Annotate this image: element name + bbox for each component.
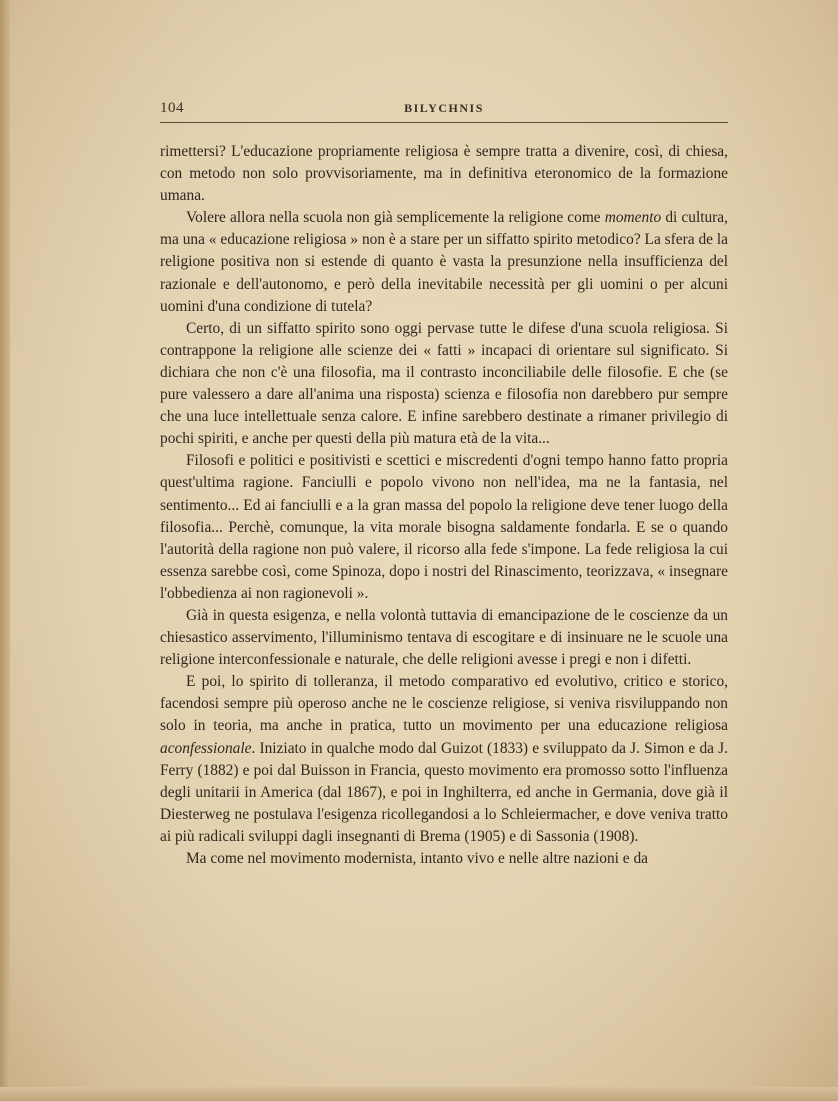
italic-term: aconfessionale (160, 739, 252, 757)
page-header (160, 100, 728, 122)
text-run: di cultura, ma una « educazione religiosa » non è a stare per un siffatto spirito metodico? La sfera de la religione positiva non si estende di quanto è vasta la presunzione nella insufficienza del razionale e dell'autonomo, e però della inevitabile necessità per gli uomini o per alcuni uomini d'una condizione di tutela? (160, 209, 728, 315)
page-edge-left (0, 0, 10, 1101)
text-run: Volere allora nella scuola non già semplicemente la religione come (186, 209, 605, 227)
header-rule (160, 122, 728, 123)
text-run: . Iniziato in qualche modo dal Guizot (1833) e sviluppato da J. Simon e da J. Ferry (1882) e poi dal Buisson in Francia, questo movimento era promosso sotto l'influenza degli unitarii in America (dal 1867), e poi in Inghilterra, ed anche in Germania, dove già il Diesterweg ne postulava l'esigenza ricollegandosi a lo Schleiermacher, e dove veniva tratto ai più radicali sviluppi dagli insegnanti di Brema (1905) e di Sassonia (1908). (160, 739, 728, 845)
paragraph (160, 450, 728, 605)
text-run: E poi, lo spirito di tolleranza, il metodo comparativo ed evolutivo, critico e storico, facendosi sempre più operoso anche ne le coscienze religiose, si veniva risviluppando non solo in teoria, ma anche in pratica, tutto un movimento per una educazione religiosa (160, 673, 728, 735)
page-edge-bottom (0, 1087, 838, 1101)
paragraph (160, 848, 728, 870)
text-run: Già in questa esigenza, e nella volontà tuttavia di emancipazione de le coscienze da un chiesastico asservimento, l'illuminismo tentava di escogitare e di insinuare ne le scuole una religione interconfessionale e naturale, che delle religioni avesse i pregi e non i difetti. (160, 606, 728, 669)
running-head: BILYCHNIS (404, 101, 484, 115)
italic-term: momento (604, 209, 662, 227)
text-run: Filosofi e politici e positivisti e scettici e miscredenti d'ogni tempo hanno fatto propria quest'ultima ragione. Fanciulli e popolo vivono non nell'idea, ma ne la fantasia, nel sentimento... Ed ai fanciulli e a la gran massa del popolo la religione deve tener luogo della filosofia... Perchè, comunque, la vita morale bisogna saldamente fondarla. E se o quando l'autorità della ragione non può valere, il ricorso alla fede s'impone. La fede religiosa la cui essenza sarebbe così, come Spinoza, dopo i nostri del Rinascimento, teorizzava, « insegnare l'obbedienza ai non ragionevoli ». (160, 452, 728, 602)
paragraph (160, 671, 728, 848)
text-run: Ma come nel movimento modernista, intanto vivo e nelle altre nazioni e da (186, 850, 649, 867)
body-text (160, 141, 728, 870)
paragraph (160, 141, 728, 207)
paragraph (160, 605, 728, 671)
text-run: Certo, di un siffatto spirito sono oggi pervase tutte le difese d'una scuola religiosa. Si contrappone la religione alle scienze dei « fatti » incapaci di orientare sul significato. Si dichiara che non c'è una filosofia, ma il contrasto inconciliabile delle filosofie. E che (se pure valessero a dare all'anima una risposta) scienza e filosofia non darebbero pur sempre che una luce intellettuale senza calore. E infine sarebbero destinate a rimaner privilegio di pochi spiriti, e anche per questi della più matura età de la vita... (160, 319, 728, 448)
paragraph (160, 207, 728, 317)
paragraph (160, 318, 728, 451)
text-run: rimettersi? L'educazione propriamente religiosa è sempre tratta a divenire, così, di chiesa, con metodo non solo provvisoriamente, ma in definitiva eteronomico de la formazione umana. (160, 143, 728, 205)
page-number: 104 (160, 100, 184, 116)
